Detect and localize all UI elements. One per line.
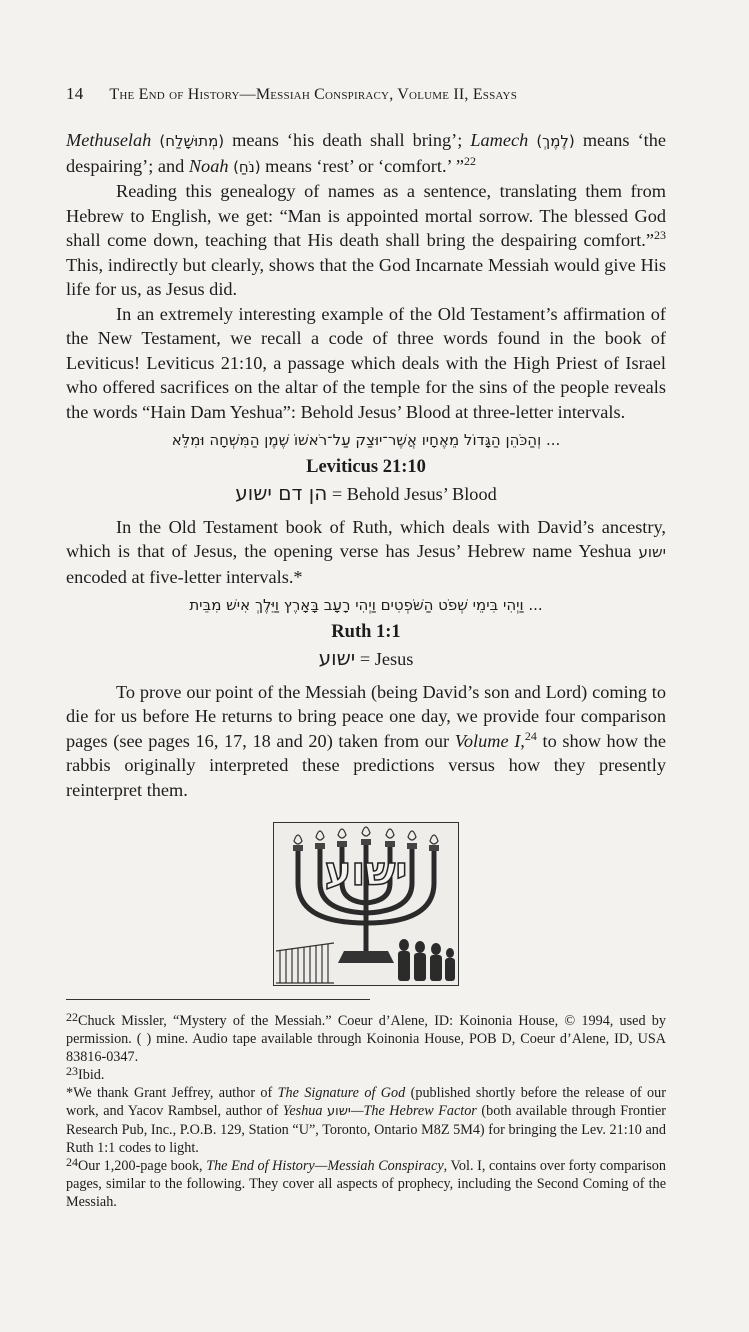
- leviticus-reference: Leviticus 21:10: [306, 456, 426, 477]
- paragraph-3: In an extremely interesting example of the Old Testament’s affirmation of the New Testament, we recall a code of three words found in the book of Leviticus! Leviticus 21:10, a passage which deals with the High Priest of Israel who offered sacrifices on the altar of the temple for the sins of the people reveals the words “Hain Dam Yeshua”: Behold Jesus’ Blood at three-letter intervals.: [66, 303, 666, 422]
- leviticus-code-line: [66, 481, 666, 507]
- hebrew-yeshua: ישוע: [327, 1104, 351, 1119]
- ruth-code-english: = Jesus: [355, 649, 414, 669]
- menorah-yeshua-letters: ישוע: [324, 849, 408, 895]
- book-title: Yeshua: [282, 1103, 323, 1119]
- text-run: means ‘rest’ or ‘comfort.’ ”: [260, 155, 464, 176]
- running-header: [66, 84, 666, 104]
- footnote-number: 22: [66, 1010, 78, 1024]
- name-lamech: Lamech: [470, 130, 529, 150]
- paragraph-4: [66, 515, 666, 590]
- menorah-drawing: [274, 823, 458, 985]
- footnote-text: Ibid.: [78, 1067, 105, 1083]
- text-run: (both available through Frontier Research Pub, Inc., P.O.B. 129, Station “U”, Toronto, Ontario M8Z 5M4) for bringing the Lev. 21:10 and Ruth 1:1 codes to light.: [66, 1103, 667, 1156]
- footnote-23: [66, 1066, 666, 1084]
- volume-one-title: Volume I,: [454, 730, 525, 751]
- leviticus-hebrew-verse: ... וְהַכֹּהֵן הַגָּדוֹל מֵאֶחָיו אֲשֶׁר־יוּצַק עַל־רֹאשׁוֹ שֶׁמֶן הַמִּשְׁחָה וּמִלֵּא: [171, 431, 561, 449]
- paragraph-1: [66, 128, 666, 179]
- footnote-text: Chuck Missler, “Mystery of the Messiah.” Coeur d’Alene, ID: Koinonia House, © 1994, used by permission. ( ) mine. Audio tape available through Koinonia House, POB D, Coeur d’Alene, ID, USA 83816-0347.: [66, 1013, 666, 1065]
- paragraph-5: [66, 680, 666, 803]
- footnotes: [66, 1012, 666, 1211]
- page-number: 14: [66, 84, 84, 103]
- hebrew-noah: (נֹחַ): [233, 157, 261, 176]
- text-run: *We thank Grant Jeffrey, author of: [66, 1085, 278, 1101]
- paragraph-2: [66, 179, 666, 302]
- text-run: , Vol. I, contains over forty comparison pages, similar to the following. They cover all aspects of prophecy, including the Second Coming of the Messiah.: [66, 1158, 666, 1210]
- ruth-reference: Ruth 1:1: [331, 621, 401, 642]
- text-run: to show how the rabbis originally interpreted these predictions versus how they presently reinterpret them.: [66, 730, 666, 800]
- leviticus-code-hebrew: הן דם ישוע: [235, 481, 328, 505]
- ruth-code-hebrew: ישוע: [318, 646, 356, 670]
- menorah-illustration: [273, 822, 459, 986]
- name-methuselah: Methuselah: [66, 130, 152, 150]
- footnote-star: [66, 1084, 666, 1157]
- text-run: Reading this genealogy of names as a sentence, translating them from Hebrew to English, we get: “Man is appointed mortal sorrow. The blessed God shall come down, teaching that His death shall bring the despairing comfort.”: [66, 181, 666, 250]
- hebrew-lamech: (לֶמֶךְ): [536, 132, 575, 150]
- leviticus-code-english: = Behold Jesus’ Blood: [327, 484, 497, 504]
- text-run: In the Old Testament book of Ruth, which deals with David’s ancestry, which is that of Jesus, the opening verse has Jesus’ Hebrew name Yeshua: [66, 516, 666, 561]
- footnote-number: 23: [66, 1064, 78, 1078]
- text-run: This, indirectly but clearly, shows that the God Incarnate Messiah would give His life for us, as Jesus did.: [66, 254, 666, 299]
- footnote-ref-23: 23: [654, 227, 666, 242]
- footnote-ref-22: 22: [463, 153, 476, 168]
- text-run: Our 1,200-page book,: [78, 1158, 207, 1174]
- footnote-divider: [66, 999, 370, 1000]
- text-run: means ‘his death shall bring’;: [224, 130, 471, 150]
- hebrew-yeshua: ישוע: [638, 543, 666, 561]
- running-title: The End of History—Messiah Conspiracy, Volume II, Essays: [109, 86, 518, 103]
- text-run: To prove our point of the Messiah (being David’s son and Lord) coming to die for us before He returns to bring peace one day, we provide four comparison pages (see pages 16, 17, 18 and 20) taken from our: [66, 681, 666, 751]
- ruth-hebrew-verse: ... וַיְהִי בִּימֵי שְׁפֹט הַשֹּׁפְטִים וַיְהִי רָעָב בָּאָרֶץ וַיֵּלֶךְ אִישׁ מִבֵּית: [189, 596, 543, 614]
- text-run: encoded at five-letter intervals.*: [66, 566, 303, 587]
- book-title: The End of History—Messiah Conspiracy: [206, 1158, 444, 1174]
- footnote-24: [66, 1157, 666, 1211]
- hebrew-methuselah: (מְתוּשָׁלַח): [159, 132, 225, 150]
- text-run: (published shortly before the release of our work, and Yacov Rambsel, author of: [66, 1085, 666, 1119]
- footnote-ref-24: 24: [524, 728, 537, 743]
- footnote-number: 24: [66, 1155, 78, 1169]
- ruth-code-line: [66, 646, 666, 672]
- body-text: [66, 128, 666, 802]
- book-title: —The Hebrew Factor: [350, 1103, 477, 1119]
- name-noah: Noah: [188, 155, 229, 176]
- text-run: means ‘the despairing’; and: [66, 130, 666, 176]
- book-title: The Signature of God: [277, 1085, 406, 1101]
- footnote-22: [66, 1012, 666, 1066]
